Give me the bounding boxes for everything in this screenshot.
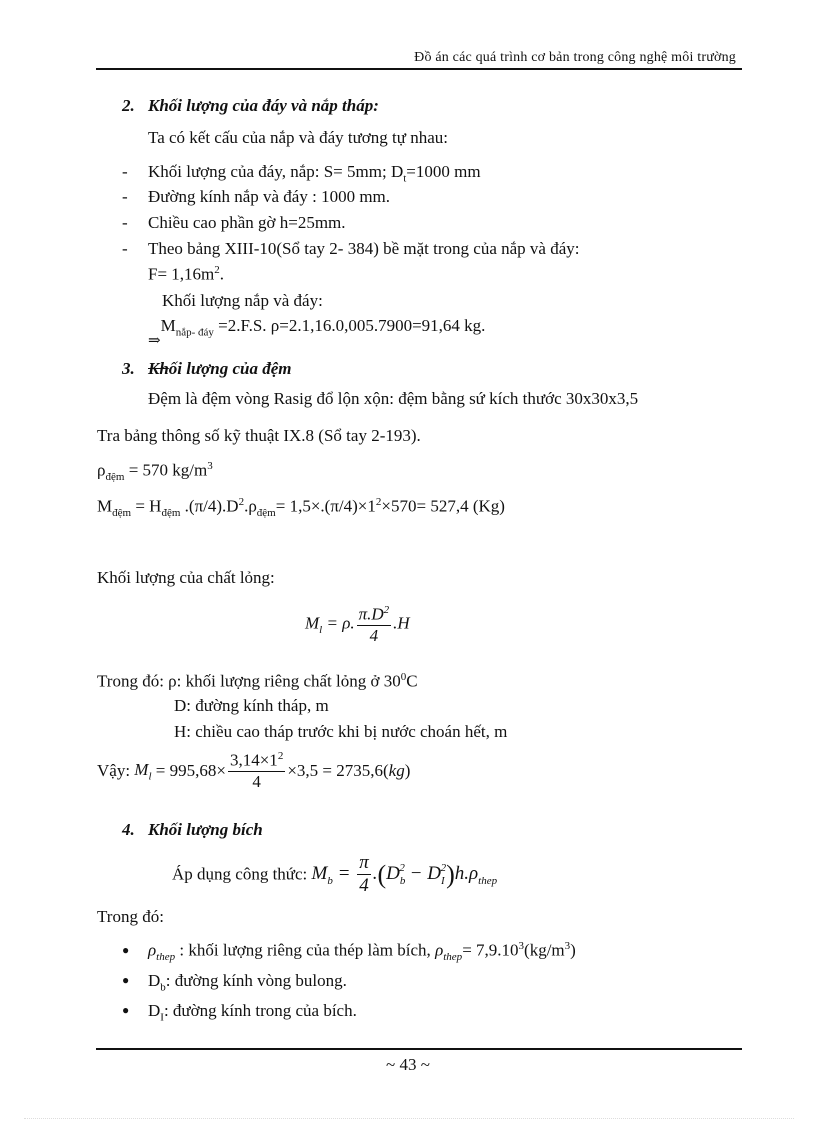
packing-description: Đệm là đệm vòng Rasig đổ lộn xộn: đệm bằng sứ kích thước 30x30x3,5 bbox=[148, 389, 639, 408]
list-item: - Đường kính nắp và đáy : 1000 mm. bbox=[122, 187, 391, 206]
where-line-3: H: chiều cao tháp trước khi bị nước choán hết, m bbox=[174, 722, 508, 741]
bullet-icon: ● bbox=[122, 973, 130, 987]
page-bottom-dotted-line bbox=[24, 1118, 794, 1119]
page-number: ~ 43 ~ bbox=[386, 1055, 430, 1074]
list-item: - Khối lượng của đáy, nắp: S= 5mm; $D_t=1000$ mm bbox=[122, 162, 481, 185]
liquid-mass-calc: Vậy: $M_l = 995,68\times$ $\frac{3,14\times 1^2}{4}$ ×3,5 = 2735,6(kg) bbox=[97, 750, 411, 791]
section-4-heading: 4. Khối lượng bích bbox=[122, 820, 263, 839]
fraction: $\frac{\pi.D^2}{4}$ bbox=[358, 604, 390, 645]
implies-icon: ⇒ bbox=[148, 333, 161, 349]
bullet-icon: ● bbox=[122, 1003, 130, 1017]
liquid-mass-formula: $M_l = \rho$. $\frac{\pi.D^2}{4}$ .H bbox=[305, 604, 410, 645]
packing-mass-formula: $M_{đệm} = H_{đệm}$ $.(\pi/4).D^2.\rho_{đệm}= 1,5\times.(\pi/4)\times 1^2\times 570= 527,4$ (Kg) bbox=[97, 496, 505, 520]
liquid-mass-title: Khối lượng của chất lỏng: bbox=[97, 568, 275, 587]
where-line-1: Trong đó: ρ: khối lượng riêng chất lỏng ở $30^0C$ bbox=[97, 671, 418, 691]
bullet-icon: ● bbox=[122, 942, 130, 957]
list-item: - Theo bảng XIII-10(Sổ tay 2- 384) bề mặt trong của nắp và đáy: bbox=[122, 239, 580, 258]
dash-icon: - bbox=[122, 239, 128, 258]
dash-icon: - bbox=[122, 162, 128, 181]
dash-icon: - bbox=[122, 213, 128, 232]
flange-mass-formula: Áp dụng công thức: $M_b$ = $\frac{\pi}{4}$ $.(D_b^2 - D_I^2)h.\rho_{thep}$ bbox=[172, 852, 498, 896]
footer-rule bbox=[96, 1048, 742, 1050]
header-rule bbox=[96, 68, 742, 70]
list-item: ● $\rho_{thep}$ : khối lượng riêng của thép làm bích, $\rho_{thep}= 7,9.10^3(kg/m^3)$ bbox=[122, 940, 576, 964]
fraction: $\frac{\pi}{4}$ bbox=[359, 852, 369, 896]
page-header: Đồ án các quá trình cơ bản trong công nghệ môi trường bbox=[414, 50, 736, 65]
packing-density: $\rho_{đệm} = 570$ $kg/m^3$ bbox=[97, 460, 213, 484]
section-2-heading: 2. Khối lượng của đáy và nắp tháp: bbox=[122, 96, 379, 115]
list-item: - Chiều cao phần gờ h=25mm. bbox=[122, 213, 346, 232]
mass-label: Khối lượng nắp và đáy: bbox=[162, 291, 323, 310]
section-2-intro: Ta có kết cấu của nắp và đáy tương tự nhau: bbox=[148, 128, 449, 147]
where-line-2: D: đường kính tháp, m bbox=[174, 696, 329, 715]
dash-icon: - bbox=[122, 187, 128, 206]
list-item: ● $D_b$: đường kính vòng bulong. bbox=[122, 971, 347, 994]
fraction: $\frac{3,14\times 1^2}{4}$ bbox=[229, 750, 284, 791]
section-3-heading: 3. Khối lượng của đệm bbox=[122, 359, 292, 378]
reference-line: Tra bảng thông số kỹ thuật IX.8 (Sổ tay 2-193). bbox=[97, 426, 421, 445]
where-label: Trong đó: bbox=[97, 907, 164, 926]
area-value: $F= 1,16m^2$. bbox=[148, 264, 225, 284]
mass-formula: $\Rightarrow M_{nắp- đáy} =2.F.S$. ρ=2.1,16.0,005.7900=91,64 kg. bbox=[148, 316, 486, 349]
list-item: ● $D_I$: đường kính trong của bích. bbox=[122, 1001, 357, 1024]
